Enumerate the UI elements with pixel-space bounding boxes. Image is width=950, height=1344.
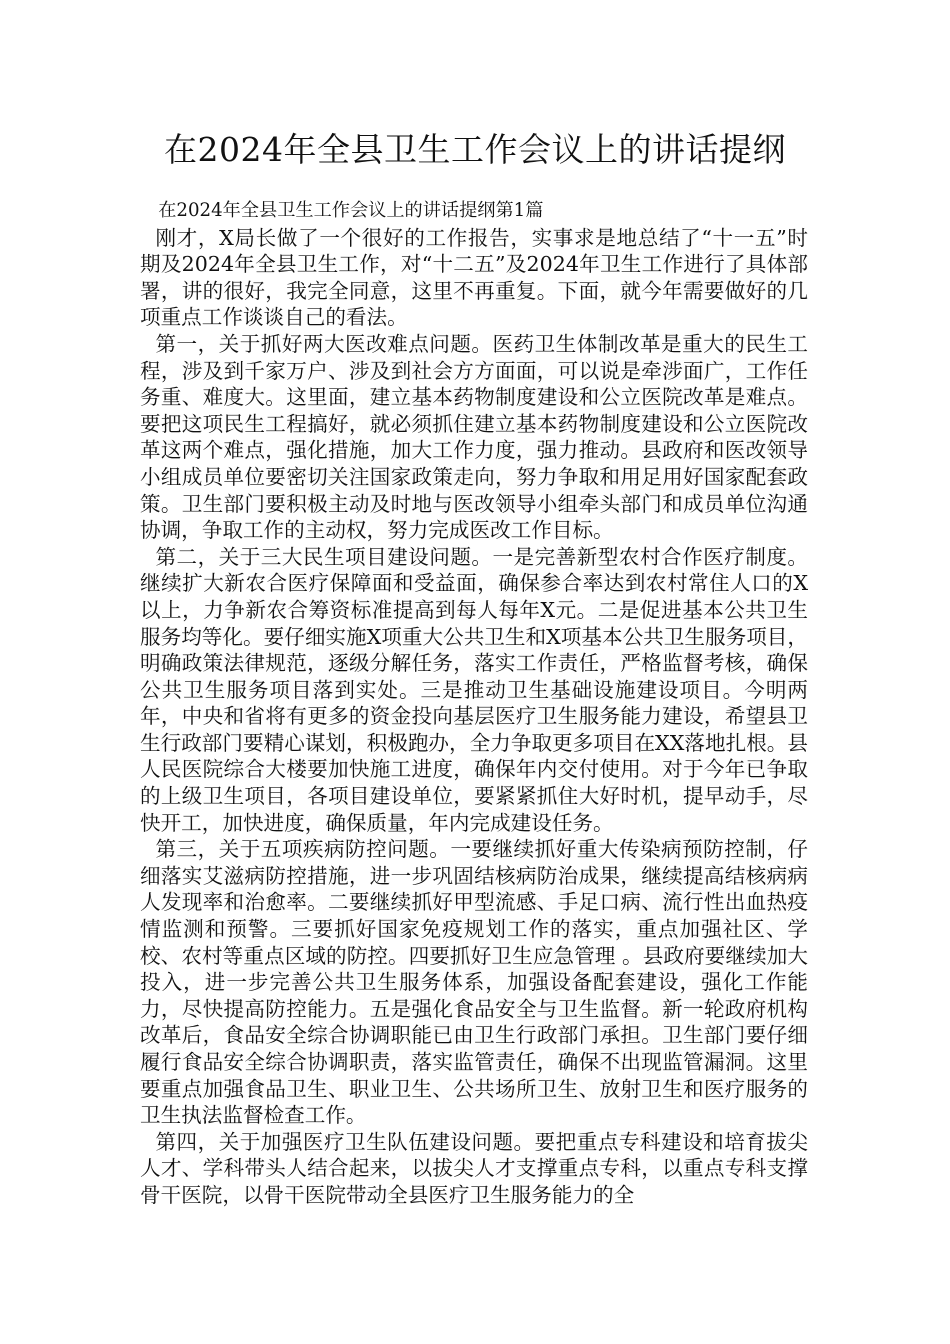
paragraph-second: 第二，关于三大民生项目建设问题。一是完善新型农村合作医疗制度。继续扩大新农合医疗保障面和受益面，确保参合率达到农村常住人口的X以上，力争新农合筹资标准提高到每人每年X元。二是促进基本公共卫生服务均等化。要仔细实施X项重大公共卫生和X项基本公共卫生服务项目，明确政策法律规范，逐级分解任务，落实工作责任，严格监督考核，确保公共卫生服务项目落到实处。三是推动卫生基础设施建设项目。今明两年，中央和省将有更多的资金投向基层医疗卫生服务能力建设，希望县卫生行政部门要精心谋划，积极跑办，全力争取更多项目在XX落地扎根。县人民医院综合大楼要加快施工进度，确保年内交付使用。对于今年已争取的上级卫生项目，各项目建设单位，要紧紧抓住大好时机，提早动手，尽快开工，加快进度，确保质量，年内完成建设任务。 — [140, 544, 808, 835]
paragraph-intro: 刚才，X局长做了一个很好的工作报告，实事求是地总结了“十一五”时期及2024年全县卫生工作，对“十二五”及2024年卫生工作进行了具体部署，讲的很好，我完全同意，这里不再重复。下面，就今年需要做好的几项重点工作谈谈自己的看法。 — [140, 225, 808, 330]
paragraph-fourth: 第四，关于加强医疗卫生队伍建设问题。要把重点专科建设和培育拔尖人才、学科带头人结合起来，以拔尖人才支撑重点专科，以重点专科支撑骨干医院，以骨干医院带动全县医疗卫生服务能力的全 — [140, 1129, 808, 1207]
paragraph-first: 第一，关于抓好两大医改难点问题。医药卫生体制改革是重大的民生工程，涉及到千家万户、涉及到社会方方面面，可以说是牵涉面广，工作任务重、难度大。这里面，建立基本药物制度建设和公立医院改革是难点。要把这项民生工程搞好，就必须抓住建立基本药物制度建设和公立医院改革这两个难点，强化措施，加大工作力度，强力推动。县政府和医改领导小组成员单位要密切关注国家政策走向，努力争取和用足用好国家配套政策。卫生部门要积极主动及时地与医改领导小组牵头部门和成员单位沟通协调，争取工作的主动权，努力完成医改工作目标。 — [140, 331, 808, 543]
document-title: 在2024年全县卫生工作会议上的讲话提纲 — [164, 130, 786, 169]
document-body — [140, 198, 808, 1209]
section-subtitle: 在2024年全县卫生工作会议上的讲话提纲第1篇 — [158, 200, 544, 221]
paragraph-third: 第三，关于五项疾病防控问题。一要继续抓好重大传染病预防控制，仔细落实艾滋病防控措施，进一步巩固结核病防治成果，继续提高结核病病人发现率和治愈率。二要继续抓好甲型流感、手足口病、流行性出血热疫情监测和预警。三要抓好国家免疫规划工作的落实，重点加强社区、学校、农村等重点区域的防控。四要抓好卫生应急管理 。县政府要继续加大投入，进一步完善公共卫生服务体系，加强设备配套建设，强化工作能力，尽快提高防控能力。五是强化食品安全与卫生监督。新一轮政府机构改革后，食品安全综合协调职能已由卫生行政部门承担。卫生部门要仔细履行食品安全综合协调职责，落实监管责任，确保不出现监管漏洞。这里要重点加强食品卫生、职业卫生、公共场所卫生、放射卫生和医疗服务的卫生执法监督检查工作。 — [140, 837, 808, 1128]
